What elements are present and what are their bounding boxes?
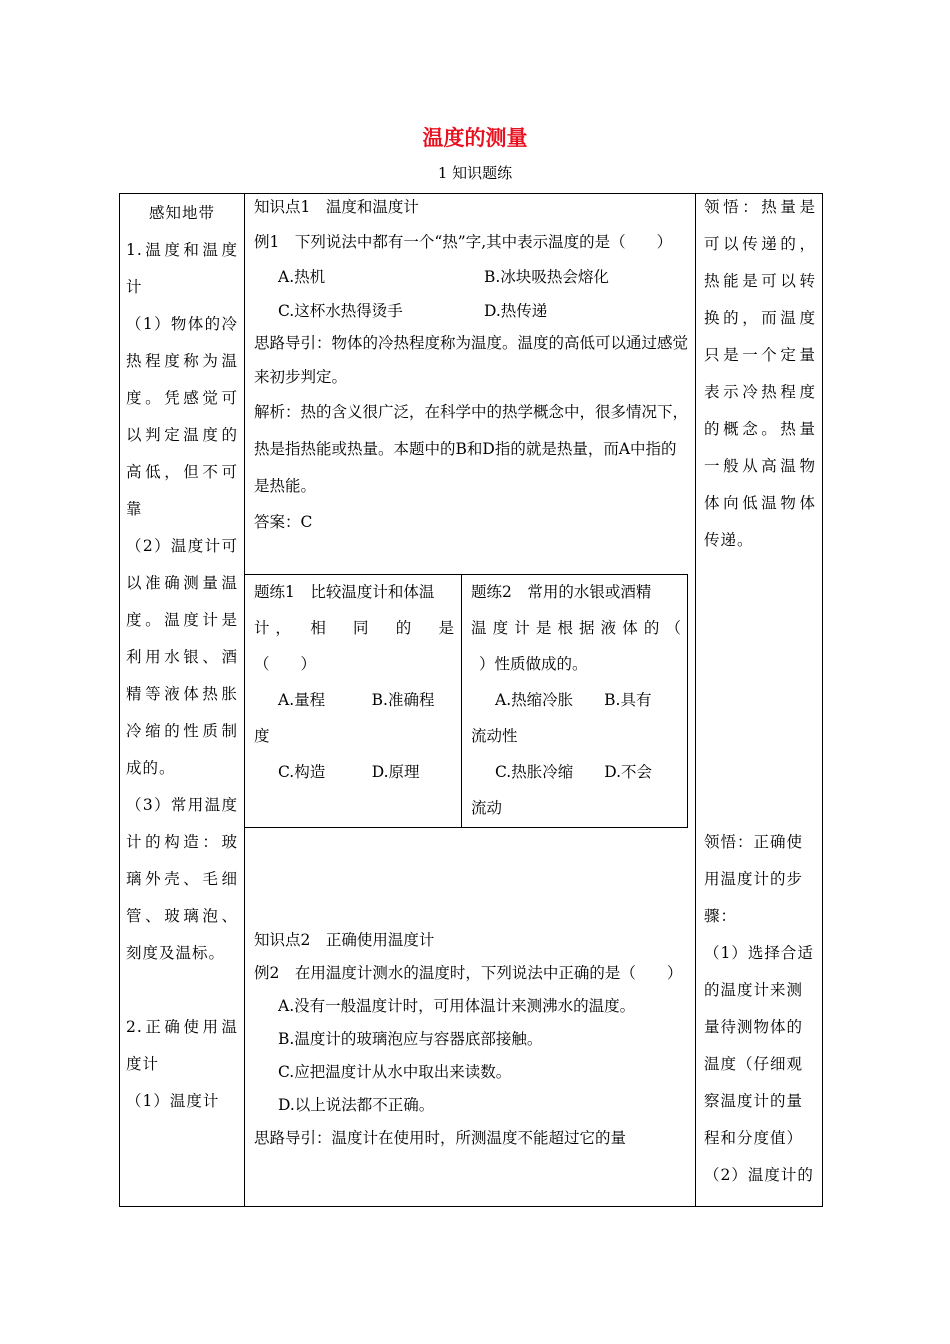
drill1-options-ab: A.量程 B.准确程 bbox=[278, 691, 435, 709]
drill-table-divider bbox=[461, 574, 462, 828]
section-subtitle: 1 知识题练 bbox=[437, 164, 513, 182]
left-heading: 感知地带 bbox=[148, 204, 215, 222]
insight-note-2-step1: （1）选择合适的温度计来测量待测物体的温度（仔细观察温度计的量程和分度值） bbox=[704, 944, 814, 1147]
insight-note-2-step2: （2）温度计的 bbox=[704, 1166, 814, 1184]
column-divider-right bbox=[695, 193, 696, 1207]
drill2-line: 温度计是根据液体的（ bbox=[471, 619, 681, 637]
right-column bbox=[704, 189, 816, 559]
drill1-line: 计， 相 同 的 是 bbox=[254, 619, 454, 637]
ex1-options-ab bbox=[254, 259, 690, 296]
ex2-question: 例2 在用温度计测水的温度时，下列说法中正确的是（ ） bbox=[254, 964, 683, 982]
drill2-options-cd: C.热胀冷缩 D.不会 bbox=[495, 763, 653, 781]
ex2-option-b: B.温度计的玻璃泡应与容器底部接触。 bbox=[278, 1030, 543, 1048]
drill1-line: （ ） bbox=[254, 655, 317, 673]
left-line: 2.正确使用温度计 bbox=[126, 1018, 238, 1073]
ex1-option-a: A.热机 bbox=[278, 268, 326, 286]
right-column-lower bbox=[704, 824, 816, 1194]
page-title: 温度的测量 bbox=[422, 126, 528, 150]
insight-note-2-heading: 领悟：正确使用温度计的步骤： bbox=[704, 833, 804, 925]
ex2-option-a: A.没有一般温度计时，可用体温计来测沸水的温度。 bbox=[278, 997, 636, 1015]
drill-1 bbox=[254, 574, 454, 790]
left-line: 1.温度和温度计 bbox=[126, 241, 238, 296]
ex1-analysis: 解析：热的含义很广泛，在科学中的热学概念中，很多情况下，热是指热能或热量。本题中的B和D指的就是热量，而A中指的是热能。 bbox=[254, 403, 689, 495]
drill2-line: ）性质做成的。 bbox=[479, 655, 588, 673]
drill2-options-ab: A.热缩冷胀 B.具有 bbox=[495, 691, 652, 709]
drill1-options-cd: C.构造 D.原理 bbox=[278, 763, 420, 781]
drill2-options-ab-wrap: 流动性 bbox=[471, 727, 518, 745]
ex1-guide: 思路导引：物体的冷热程度称为温度。温度的高低可以通过感觉来初步判定。 bbox=[254, 334, 689, 386]
ex1-question: 例1 下列说法中都有一个“热”字,其中表示温度的是（ ） bbox=[254, 233, 673, 251]
ex1-answer: 答案：C bbox=[254, 513, 313, 531]
middle-column-k2 bbox=[254, 924, 690, 1155]
drill2-options-cd-wrap: 流动 bbox=[471, 799, 503, 817]
left-column bbox=[126, 195, 238, 1120]
drill1-line: 题练1 比较温度计和体温 bbox=[254, 583, 435, 601]
left-line: （1）物体的冷热程度称为温度。凭感觉可以判定温度的高低，但不可靠 bbox=[126, 315, 238, 518]
ex1-option-b: B.冰块吸热会熔化 bbox=[484, 268, 609, 286]
ex2-guide: 思路导引：温度计在使用时，所测温度不能超过它的量 bbox=[254, 1129, 627, 1147]
drill1-options-ab-wrap: 度 bbox=[254, 727, 270, 745]
ex1-option-d: D.热传递 bbox=[484, 302, 548, 320]
drill2-line: 题练2 常用的水银或酒精 bbox=[471, 583, 652, 601]
ex1-option-c: C.这杯水热得烫手 bbox=[278, 302, 403, 320]
drill-2 bbox=[471, 574, 681, 826]
k2-heading: 知识点2 正确使用温度计 bbox=[254, 931, 435, 949]
middle-column-k1 bbox=[254, 189, 690, 539]
insight-note-1: 领悟：热量是可以传递的，热能是可以转换的，而温度只是一个定量表示冷热程度的概念。热量一般从高温物体向低温物体传递。 bbox=[704, 198, 816, 549]
ex2-option-c: C.应把温度计从水中取出来读数。 bbox=[278, 1063, 512, 1081]
ex1-options-cd bbox=[254, 296, 690, 326]
k1-heading: 知识点1 温度和温度计 bbox=[254, 198, 419, 216]
left-line: （3）常用温度计的构造：玻璃外壳、毛细管、玻璃泡、刻度及温标。 bbox=[126, 796, 238, 962]
left-line: （1）温度计 bbox=[126, 1092, 220, 1110]
left-line: （2）温度计可以准确测量温度。温度计是利用水银、酒精等液体热胀冷缩的性质制成的。 bbox=[126, 537, 238, 777]
ex2-option-d: D.以上说法都不正确。 bbox=[278, 1096, 435, 1114]
